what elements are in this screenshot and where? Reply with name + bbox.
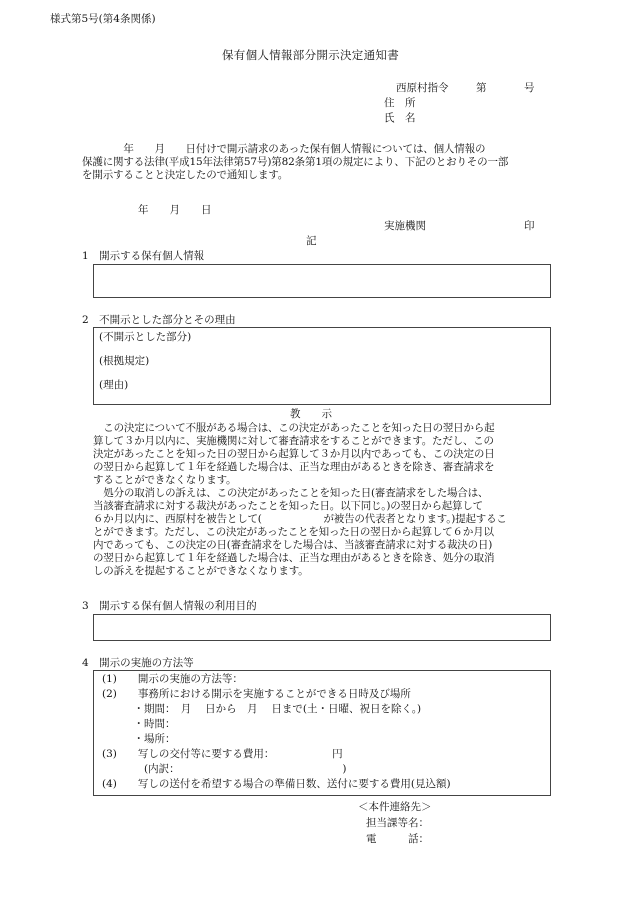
notice-line: の翌日から起算して１年を経過した場合は、正当な理由があるときを除き、審査請求を — [93, 461, 495, 473]
method-line: ・場所： — [102, 733, 176, 745]
method-line: (内訳： ) — [102, 763, 347, 775]
notice-line: 当該審査請求に対する裁決があったことを知った日。以下同じ。)の翌日から起算して — [93, 500, 483, 512]
method-line: (2) 事務所における開示を実施することができる日時及び場所 — [102, 688, 411, 700]
date-line: 年 月 日 — [138, 204, 212, 216]
notice-paragraph — [93, 422, 507, 578]
document-title: 保有個人情報部分開示決定通知書 — [222, 48, 399, 62]
notice-line: 処分の取消しの訴えは、この決定があったことを知った日(審査請求をした場合は、 — [93, 487, 489, 499]
address-label: 住 所 — [384, 97, 416, 109]
contact-phone-label: 電 話： — [366, 833, 429, 845]
section-3-box — [93, 614, 551, 641]
reason-label: (理由) — [99, 379, 129, 391]
reference-go: 号 — [524, 82, 535, 94]
legal-basis-label: (根拠規定) — [99, 355, 150, 367]
seal-mark: 印 — [524, 220, 535, 232]
section-1-heading: 1 開示する保有個人情報 — [82, 250, 205, 262]
section-2-heading: 2 不開示とした部分とその理由 — [82, 314, 236, 326]
method-line: ・時間： — [102, 718, 176, 730]
notice-line: 決定があったことを知った日の翌日から起算して３か月以内であっても、この決定の日 — [93, 448, 495, 460]
section-2-box — [93, 327, 551, 405]
reference-village: 西原村指令 — [396, 82, 449, 94]
reference-dai: 第 — [476, 82, 487, 94]
intro-line: 年 月 日付けで開示請求のあった保有個人情報については、個人情報の — [82, 143, 486, 155]
notice-line: とができます。ただし、この決定があったことを知った日の翌日から起算して６か月以 — [93, 526, 494, 538]
notice-line: 内であっても、この決定の日(審査請求をした場合は、当該審査請求に対する裁決の日) — [93, 539, 493, 551]
section-4-heading: 4 開示の実施の方法等 — [82, 657, 194, 669]
name-label: 氏 名 — [384, 112, 416, 124]
notice-line: この決定について不服がある場合は、この決定があったことを知った日の翌日から起 — [93, 422, 495, 434]
undisclosed-part-label: (不開示とした部分) — [99, 331, 192, 343]
intro-line: を開示することと決定したので通知します。 — [82, 169, 289, 181]
intro-paragraph — [82, 143, 508, 182]
intro-line: 保護に関する法律(平成15年法律第57号)第82条第1項の規定により、下記のとおりその一部 — [82, 156, 509, 168]
ki-heading: 記 — [306, 235, 317, 247]
method-line: (3) 写しの交付等に要する費用： 円 — [102, 748, 343, 760]
method-line: (4) 写しの送付を希望する場合の準備日数、送付に要する費用(見込額) — [102, 778, 451, 790]
section-4-box — [93, 670, 551, 796]
notice-line: しの訴えを提起することができなくなります。 — [93, 565, 309, 577]
method-line: (1) 開示の実施の方法等： — [102, 673, 243, 685]
contact-title: ＜本件連絡先＞ — [358, 801, 432, 813]
section-1-box — [93, 264, 551, 298]
notice-line: 算して３か月以内に、実施機関に対して審査請求をすることができます。ただし、この — [93, 435, 494, 447]
notice-title: 教 示 — [290, 408, 332, 420]
notice-line: ６か月以内に、西原村を被告として( が被告の代表者となります。)提起するこ — [93, 513, 507, 525]
method-line: ・期間： 月 日から 月 日まで(土・日曜、祝日を除く。) — [102, 703, 422, 715]
agency-label: 実施機関 — [384, 220, 426, 232]
notice-line: することができなくなります。 — [93, 474, 237, 486]
contact-department-label: 担当課等名： — [366, 817, 429, 829]
form-number-label: 様式第5号(第4条関係) — [50, 13, 156, 25]
notice-line: の翌日から起算して１年を経過した場合は、正当な理由があるときを除き、処分の取消 — [93, 552, 495, 564]
section-3-heading: 3 開示する保有個人情報の利用目的 — [82, 600, 257, 612]
